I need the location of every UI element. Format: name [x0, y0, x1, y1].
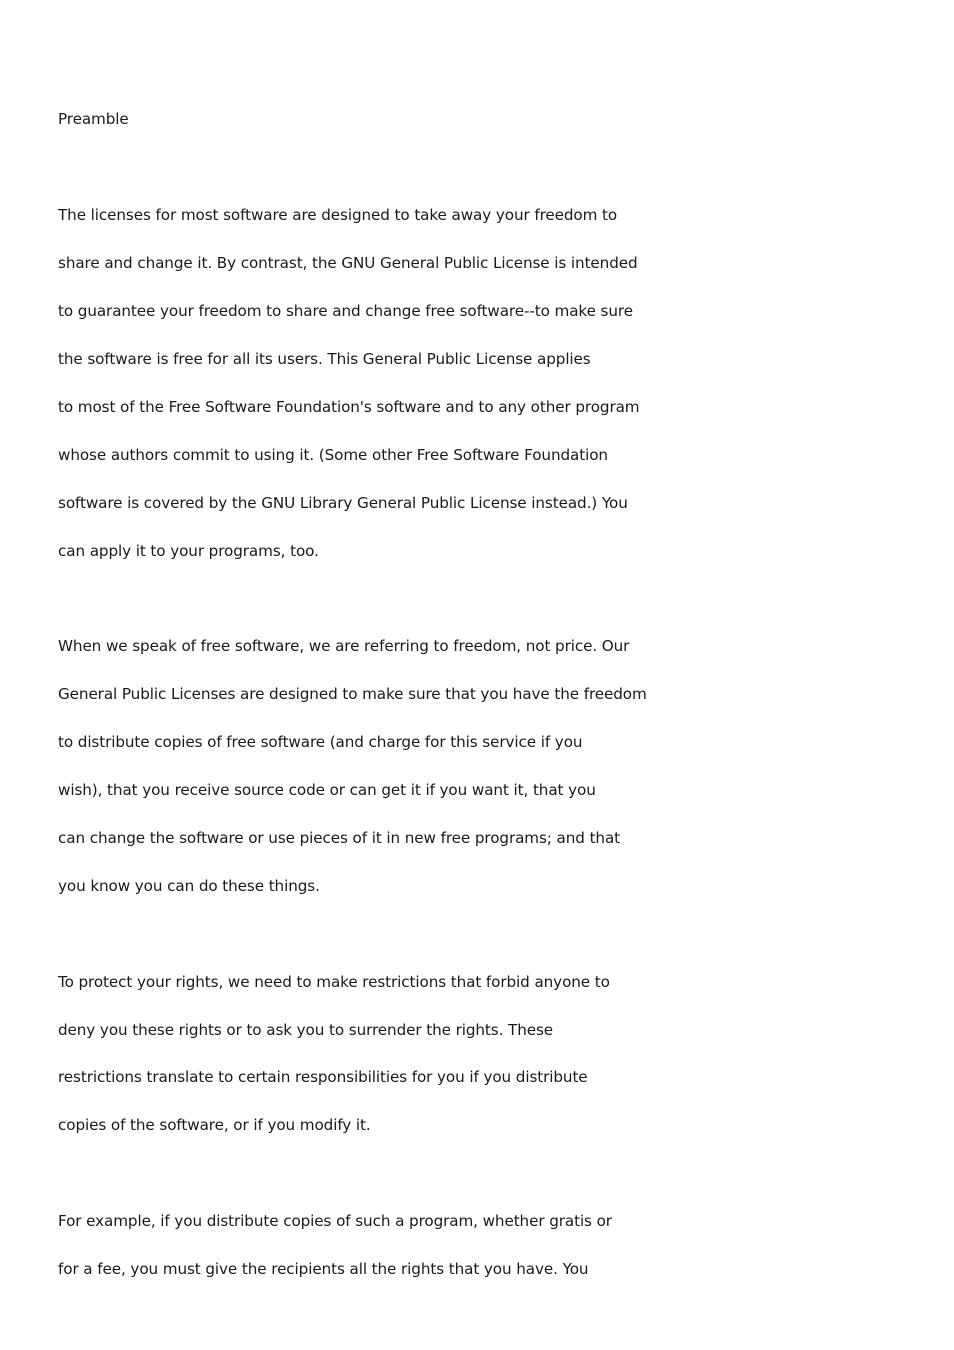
text-line: To protect your rights, we need to make restrictions that forbid anyone to — [58, 973, 610, 991]
text-line: you know you can do these things. — [58, 877, 320, 895]
text-line: can change the software or use pieces of it in new free programs; and that — [58, 829, 621, 847]
text-line: can apply it to your programs, too. — [58, 542, 319, 560]
text-line: restrictions translate to certain responsibilities for you if you distribute — [58, 1068, 588, 1086]
text-line: to distribute copies of free software (and charge for this service if you — [58, 733, 583, 751]
text-line: deny you these rights or to ask you to surrender the rights. These — [58, 1021, 554, 1039]
text-line: software is covered by the GNU Library General Public License instead.) You — [58, 494, 628, 512]
text-line: wish), that you receive source code or can get it if you want it, that you — [58, 781, 596, 799]
text-line: copies of the software, or if you modify it. — [58, 1116, 371, 1134]
text-line: to guarantee your freedom to share and change free software--to make sure — [58, 302, 633, 320]
text-line: whose authors commit to using it. (Some other Free Software Foundation — [58, 446, 608, 464]
text-line: The licenses for most software are designed to take away your freedom to — [58, 206, 618, 224]
text-line: to most of the Free Software Foundation's software and to any other program — [58, 398, 640, 416]
text-line: For example, if you distribute copies of such a program, whether gratis or — [58, 1212, 612, 1230]
text-line: for a fee, you must give the recipients all the rights that you have. You — [58, 1260, 589, 1278]
section-heading: Preamble — [58, 110, 129, 128]
text-line: When we speak of free software, we are referring to freedom, not price. Our — [58, 637, 630, 655]
text-line: General Public Licenses are designed to make sure that you have the freedom — [58, 685, 647, 703]
text-line: the software is free for all its users. This General Public License applies — [58, 350, 591, 368]
text-line: share and change it. By contrast, the GNU General Public License is intended — [58, 254, 638, 272]
